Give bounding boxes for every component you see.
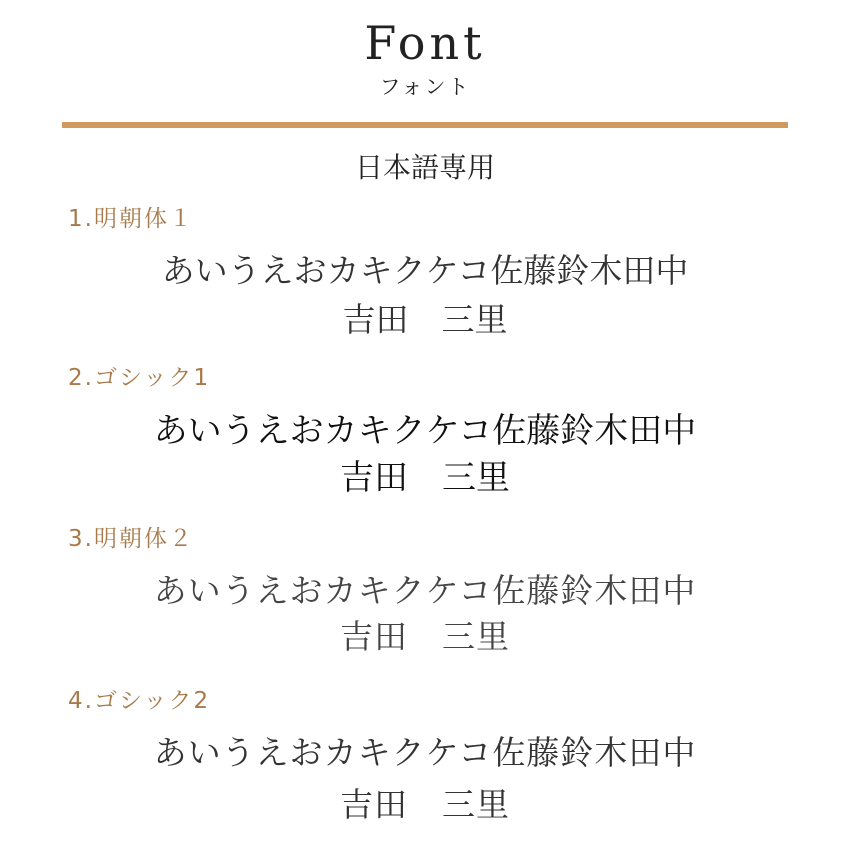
sample-line-mincho-2-name: 吉田 三里 [340,617,510,656]
japanese-only-note: 日本語専用 [354,151,495,184]
divider [62,122,788,128]
sample-line-mincho-1-name: 吉田 三里 [342,300,508,339]
section-label-mincho-1: 1.明朝体１ [68,206,194,232]
sample-line-gothic-1-kana: あいうえおカキクケコ佐藤鈴木田中 [153,411,697,451]
section-label-gothic-1: 2.ゴシック1 [68,365,211,391]
page-subtitle: フォント [379,75,471,99]
sample-line-mincho-2-kana: あいうえおカキクケコ佐藤鈴木田中 [153,571,697,610]
sample-line-gothic-2-name: 吉田 三里 [340,785,510,824]
sample-line-gothic-2-kana: あいうえおカキクケコ佐藤鈴木田中 [153,733,697,772]
section-label-mincho-2: 3.明朝体２ [68,526,194,552]
sample-line-mincho-1-kana: あいうえおカキクケコ佐藤鈴木田中 [161,251,689,290]
page-title: Font [364,16,486,70]
section-label-gothic-2: 4.ゴシック2 [68,688,211,714]
sample-line-gothic-1-name: 吉田 三里 [340,458,510,498]
